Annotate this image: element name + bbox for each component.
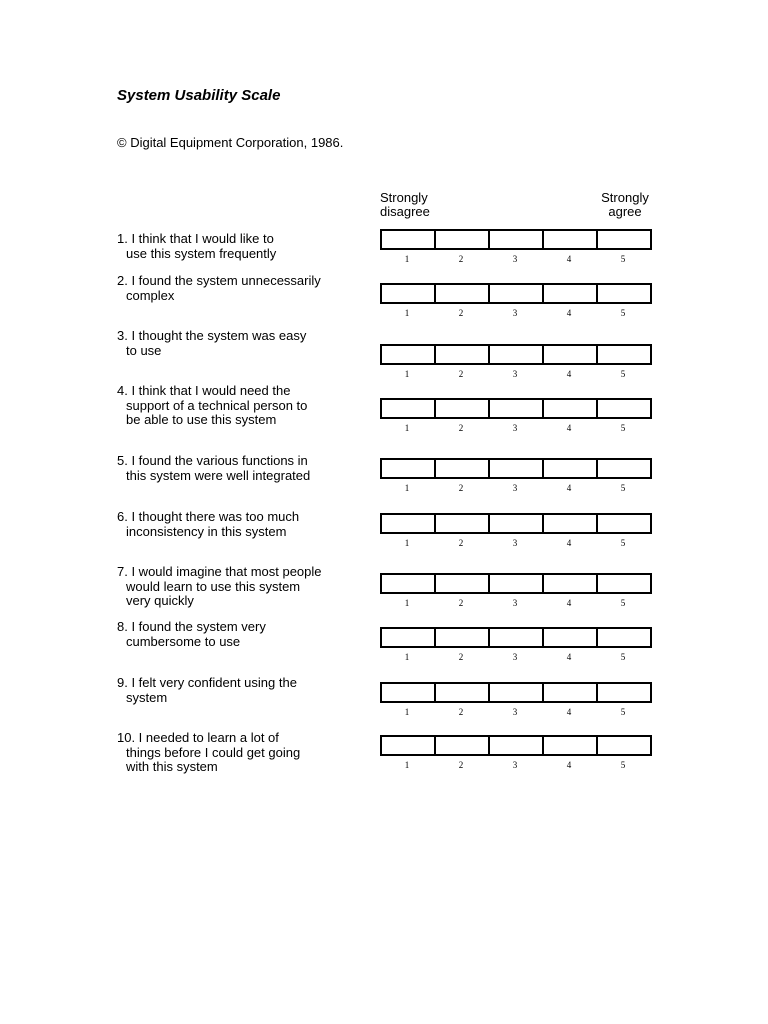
question-text-line: 9. I felt very confident using the <box>117 675 297 690</box>
rating-box-2[interactable] <box>436 684 490 701</box>
rating-scale-2 <box>380 283 652 325</box>
rating-box-5[interactable] <box>598 231 650 248</box>
scale-numbers <box>380 652 652 666</box>
scale-number: 2 <box>458 369 464 379</box>
rating-box-4[interactable] <box>544 575 598 592</box>
rating-boxes <box>380 458 652 479</box>
rating-box-2[interactable] <box>436 346 490 363</box>
question-text-line: be able to use this system <box>126 412 277 427</box>
rating-box-3[interactable] <box>490 575 544 592</box>
scale-number: 1 <box>404 538 410 548</box>
scale-number: 1 <box>404 254 410 264</box>
scale-number: 5 <box>620 598 626 608</box>
rating-box-4[interactable] <box>544 629 598 646</box>
rating-box-1[interactable] <box>382 629 436 646</box>
question-text-line: 6. I thought there was too much <box>117 509 300 524</box>
strongly-disagree-label-line: disagree <box>380 204 430 219</box>
rating-box-2[interactable] <box>436 515 490 532</box>
rating-box-3[interactable] <box>490 460 544 477</box>
scale-number: 2 <box>458 707 464 717</box>
question-text-line: 10. I needed to learn a lot of <box>117 730 279 745</box>
rating-box-5[interactable] <box>598 629 650 646</box>
scale-number: 2 <box>458 483 464 493</box>
scale-number: 3 <box>512 423 518 433</box>
scale-number: 4 <box>566 707 572 717</box>
scale-number: 3 <box>512 760 518 770</box>
rating-box-2[interactable] <box>436 460 490 477</box>
scale-number: 1 <box>404 483 410 493</box>
rating-box-1[interactable] <box>382 575 436 592</box>
rating-box-1[interactable] <box>382 346 436 363</box>
rating-box-4[interactable] <box>544 231 598 248</box>
rating-box-1[interactable] <box>382 400 436 417</box>
question-8 <box>117 620 357 649</box>
strongly-agree-label <box>600 191 650 219</box>
rating-boxes <box>380 283 652 304</box>
scale-number: 4 <box>566 598 572 608</box>
scale-number: 2 <box>458 254 464 264</box>
rating-boxes <box>380 513 652 534</box>
rating-scale-3 <box>380 344 652 386</box>
question-7 <box>117 565 357 609</box>
scale-number: 3 <box>512 652 518 662</box>
scale-number: 1 <box>404 423 410 433</box>
question-text-line: 4. I think that I would need the <box>117 383 291 398</box>
rating-box-5[interactable] <box>598 346 650 363</box>
rating-box-4[interactable] <box>544 515 598 532</box>
scale-numbers <box>380 423 652 437</box>
question-3 <box>117 329 357 358</box>
rating-boxes <box>380 398 652 419</box>
scale-number: 1 <box>404 308 410 318</box>
rating-box-2[interactable] <box>436 400 490 417</box>
rating-box-4[interactable] <box>544 285 598 302</box>
scale-number: 4 <box>566 308 572 318</box>
scale-number: 5 <box>620 308 626 318</box>
scale-number: 1 <box>404 760 410 770</box>
strongly-agree-label-line: Strongly <box>601 190 649 205</box>
rating-box-3[interactable] <box>490 231 544 248</box>
question-text-line: support of a technical person to <box>126 397 308 413</box>
scale-number: 5 <box>620 423 626 433</box>
rating-box-1[interactable] <box>382 737 436 754</box>
rating-box-4[interactable] <box>544 684 598 701</box>
question-text-line: would learn to use this system <box>126 578 301 594</box>
rating-box-2[interactable] <box>436 231 490 248</box>
rating-box-5[interactable] <box>598 460 650 477</box>
scale-number: 2 <box>458 598 464 608</box>
rating-boxes <box>380 573 652 594</box>
question-text-line: 7. I would imagine that most people <box>117 564 322 579</box>
rating-boxes <box>380 627 652 648</box>
scale-number: 5 <box>620 254 626 264</box>
question-text-line: complex <box>126 287 175 303</box>
question-text-line: 2. I found the system unnecessarily <box>117 273 321 288</box>
scale-number: 4 <box>566 423 572 433</box>
scale-number: 2 <box>458 423 464 433</box>
scale-number: 5 <box>620 483 626 493</box>
rating-box-1[interactable] <box>382 684 436 701</box>
rating-box-3[interactable] <box>490 515 544 532</box>
rating-scale-10 <box>380 735 652 777</box>
scale-numbers <box>380 598 652 612</box>
rating-scale-4 <box>380 398 652 440</box>
question-9 <box>117 676 357 705</box>
scale-numbers <box>380 760 652 774</box>
question-6 <box>117 510 357 539</box>
question-text-line: with this system <box>126 759 218 774</box>
scale-numbers <box>380 308 652 322</box>
scale-number: 4 <box>566 652 572 662</box>
rating-box-2[interactable] <box>436 575 490 592</box>
rating-scale-7 <box>380 573 652 615</box>
rating-box-2[interactable] <box>436 629 490 646</box>
question-text-line: very quickly <box>126 593 194 608</box>
strongly-disagree-label <box>380 191 430 219</box>
rating-box-3[interactable] <box>490 285 544 302</box>
scale-number: 4 <box>566 369 572 379</box>
scale-number: 4 <box>566 538 572 548</box>
scale-number: 2 <box>458 652 464 662</box>
scale-number: 5 <box>620 652 626 662</box>
scale-numbers <box>380 369 652 383</box>
rating-boxes <box>380 735 652 756</box>
scale-numbers <box>380 707 652 721</box>
rating-box-3[interactable] <box>490 684 544 701</box>
question-text-line: inconsistency in this system <box>126 523 287 539</box>
scale-number: 5 <box>620 369 626 379</box>
question-2 <box>117 274 357 303</box>
rating-box-4[interactable] <box>544 346 598 363</box>
rating-boxes <box>380 344 652 365</box>
rating-scale-9 <box>380 682 652 724</box>
rating-box-4[interactable] <box>544 460 598 477</box>
question-5 <box>117 454 357 483</box>
document-title: System Usability Scale <box>117 87 281 104</box>
question-text-line: 8. I found the system very <box>117 619 266 634</box>
strongly-agree-label-line: agree <box>608 204 642 219</box>
question-text-line: things before I could get going <box>126 744 301 760</box>
rating-scale-6 <box>380 513 652 555</box>
scale-number: 2 <box>458 760 464 770</box>
scale-number: 5 <box>620 760 626 770</box>
scale-number: 3 <box>512 254 518 264</box>
question-text-line: system <box>126 689 168 705</box>
rating-box-5[interactable] <box>598 684 650 701</box>
scale-number: 3 <box>512 483 518 493</box>
rating-box-2[interactable] <box>436 285 490 302</box>
scale-number: 3 <box>512 369 518 379</box>
scale-number: 3 <box>512 308 518 318</box>
scale-number: 1 <box>404 652 410 662</box>
scale-numbers <box>380 538 652 552</box>
rating-box-3[interactable] <box>490 400 544 417</box>
scale-number: 1 <box>404 598 410 608</box>
scale-numbers <box>380 254 652 268</box>
question-4 <box>117 384 357 428</box>
question-text-line: this system were well integrated <box>126 467 311 483</box>
scale-number: 4 <box>566 483 572 493</box>
scale-number: 4 <box>566 254 572 264</box>
rating-box-3[interactable] <box>490 737 544 754</box>
question-text-line: to use <box>126 342 162 358</box>
scale-number: 1 <box>404 369 410 379</box>
scale-number: 5 <box>620 707 626 717</box>
question-1 <box>117 232 357 261</box>
rating-box-1[interactable] <box>382 515 436 532</box>
scale-number: 2 <box>458 308 464 318</box>
scale-number: 3 <box>512 598 518 608</box>
rating-box-5[interactable] <box>598 515 650 532</box>
rating-box-5[interactable] <box>598 400 650 417</box>
rating-box-5[interactable] <box>598 285 650 302</box>
rating-scale-8 <box>380 627 652 669</box>
rating-box-1[interactable] <box>382 460 436 477</box>
question-text-line: 5. I found the various functions in <box>117 453 308 468</box>
rating-box-1[interactable] <box>382 231 436 248</box>
scale-number: 4 <box>566 760 572 770</box>
question-text-line: 1. I think that I would like to <box>117 231 274 246</box>
rating-box-2[interactable] <box>436 737 490 754</box>
question-text-line: use this system frequently <box>126 245 277 261</box>
rating-box-5[interactable] <box>598 575 650 592</box>
question-10 <box>117 731 357 775</box>
scale-number: 3 <box>512 538 518 548</box>
rating-scale-1 <box>380 229 652 271</box>
rating-scale-5 <box>380 458 652 500</box>
rating-box-4[interactable] <box>544 400 598 417</box>
rating-box-4[interactable] <box>544 737 598 754</box>
question-text-line: 3. I thought the system was easy <box>117 328 307 343</box>
rating-box-1[interactable] <box>382 285 436 302</box>
rating-box-3[interactable] <box>490 346 544 363</box>
rating-boxes <box>380 682 652 703</box>
rating-box-5[interactable] <box>598 737 650 754</box>
copyright-notice: © Digital Equipment Corporation, 1986. <box>117 135 344 150</box>
rating-box-3[interactable] <box>490 629 544 646</box>
scale-number: 2 <box>458 538 464 548</box>
strongly-disagree-label-line: Strongly <box>380 190 428 205</box>
question-text-line: cumbersome to use <box>126 633 241 649</box>
scale-number: 5 <box>620 538 626 548</box>
rating-boxes <box>380 229 652 250</box>
scale-numbers <box>380 483 652 497</box>
scale-number: 3 <box>512 707 518 717</box>
scale-number: 1 <box>404 707 410 717</box>
